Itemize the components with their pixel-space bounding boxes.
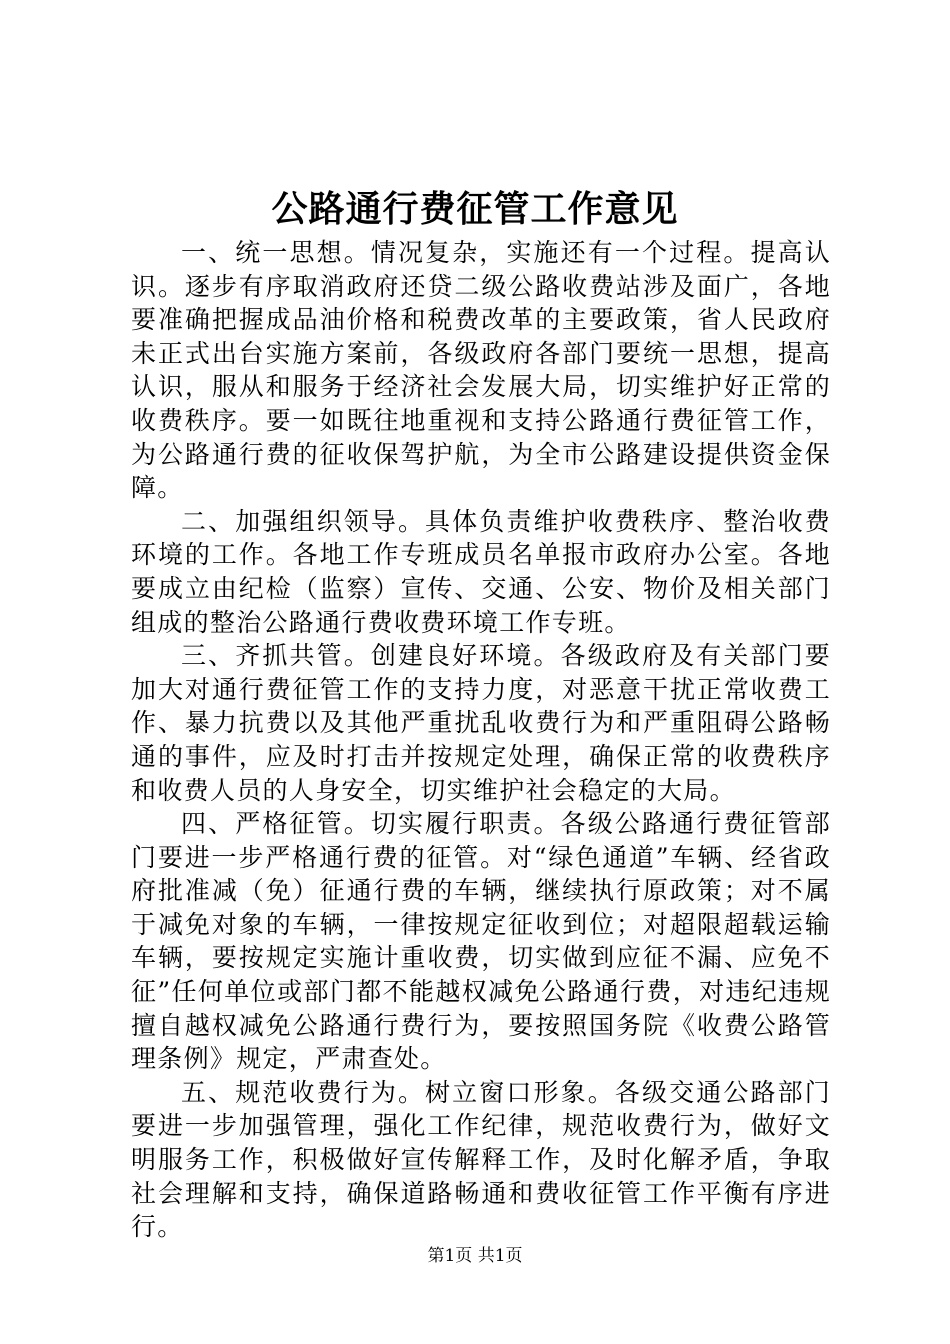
document-title: 公路通行费征管工作意见 [271, 188, 679, 230]
page-footer: 第1页 共1页 [427, 1246, 523, 1266]
paragraph-1: 一、统一思想。情况复杂，实施还有一个过程。提高认识。逐步有序取消政府还贷二级公路收费站涉及面广，各地要准确把握成品油价格和税费改革的主要政策，省人民政府未正式出台实施方案前，各级政府各部门要统一思想，提高认识，服从和服务于经济社会发展大局，切实维护好正常的收费秩序。要一如既往地重视和支持公路通行费征管工作，为公路通行费的征收保驾护航，为全市公路建设提供资金保障。 [131, 238, 831, 503]
paragraph-2: 二、加强组织领导。具体负责维护收费秩序、整治收费环境的工作。各地工作专班成员名单报市政府办公室。各地要成立由纪检（监察）宣传、交通、公安、物价及相关部门组成的整治公路通行费收费环境工作专班。 [131, 506, 831, 637]
paragraph-4: 四、严格征管。切实履行职责。各级公路通行费征管部门要进一步严格通行费的征管。对“绿色通道”车辆、经省政府批准减（免）征通行费的车辆，继续执行原政策；对不属于减免对象的车辆，一律按规定征收到位；对超限超载运输车辆，要按规定实施计重收费，切实做到应征不漏、应免不征”任何单位或部门都不能越权减免公路通行费，对违纪违规擅自越权减免公路通行费行为，要按照国务院《收费公路管理条例》规定，严肃查处。 [131, 809, 831, 1074]
document-body [131, 236, 831, 1244]
paragraph-3: 三、齐抓共管。创建良好环境。各级政府及有关部门要加大对通行费征管工作的支持力度，对恶意干扰正常收费工作、暴力抗费以及其他严重扰乱收费行为和严重阻碍公路畅通的事件，应及时打击并按规定处理，确保正常的收费秩序和收费人员的人身安全，切实维护社会稳定的大局。 [131, 641, 831, 805]
paragraph-5: 五、规范收费行为。树立窗口形象。各级交通公路部门要进一步加强管理，强化工作纪律，规范收费行为，做好文明服务工作，积极做好宣传解释工作，及时化解矛盾，争取社会理解和支持，确保道路畅通和费收征管工作平衡有序进行。 [131, 1077, 831, 1242]
